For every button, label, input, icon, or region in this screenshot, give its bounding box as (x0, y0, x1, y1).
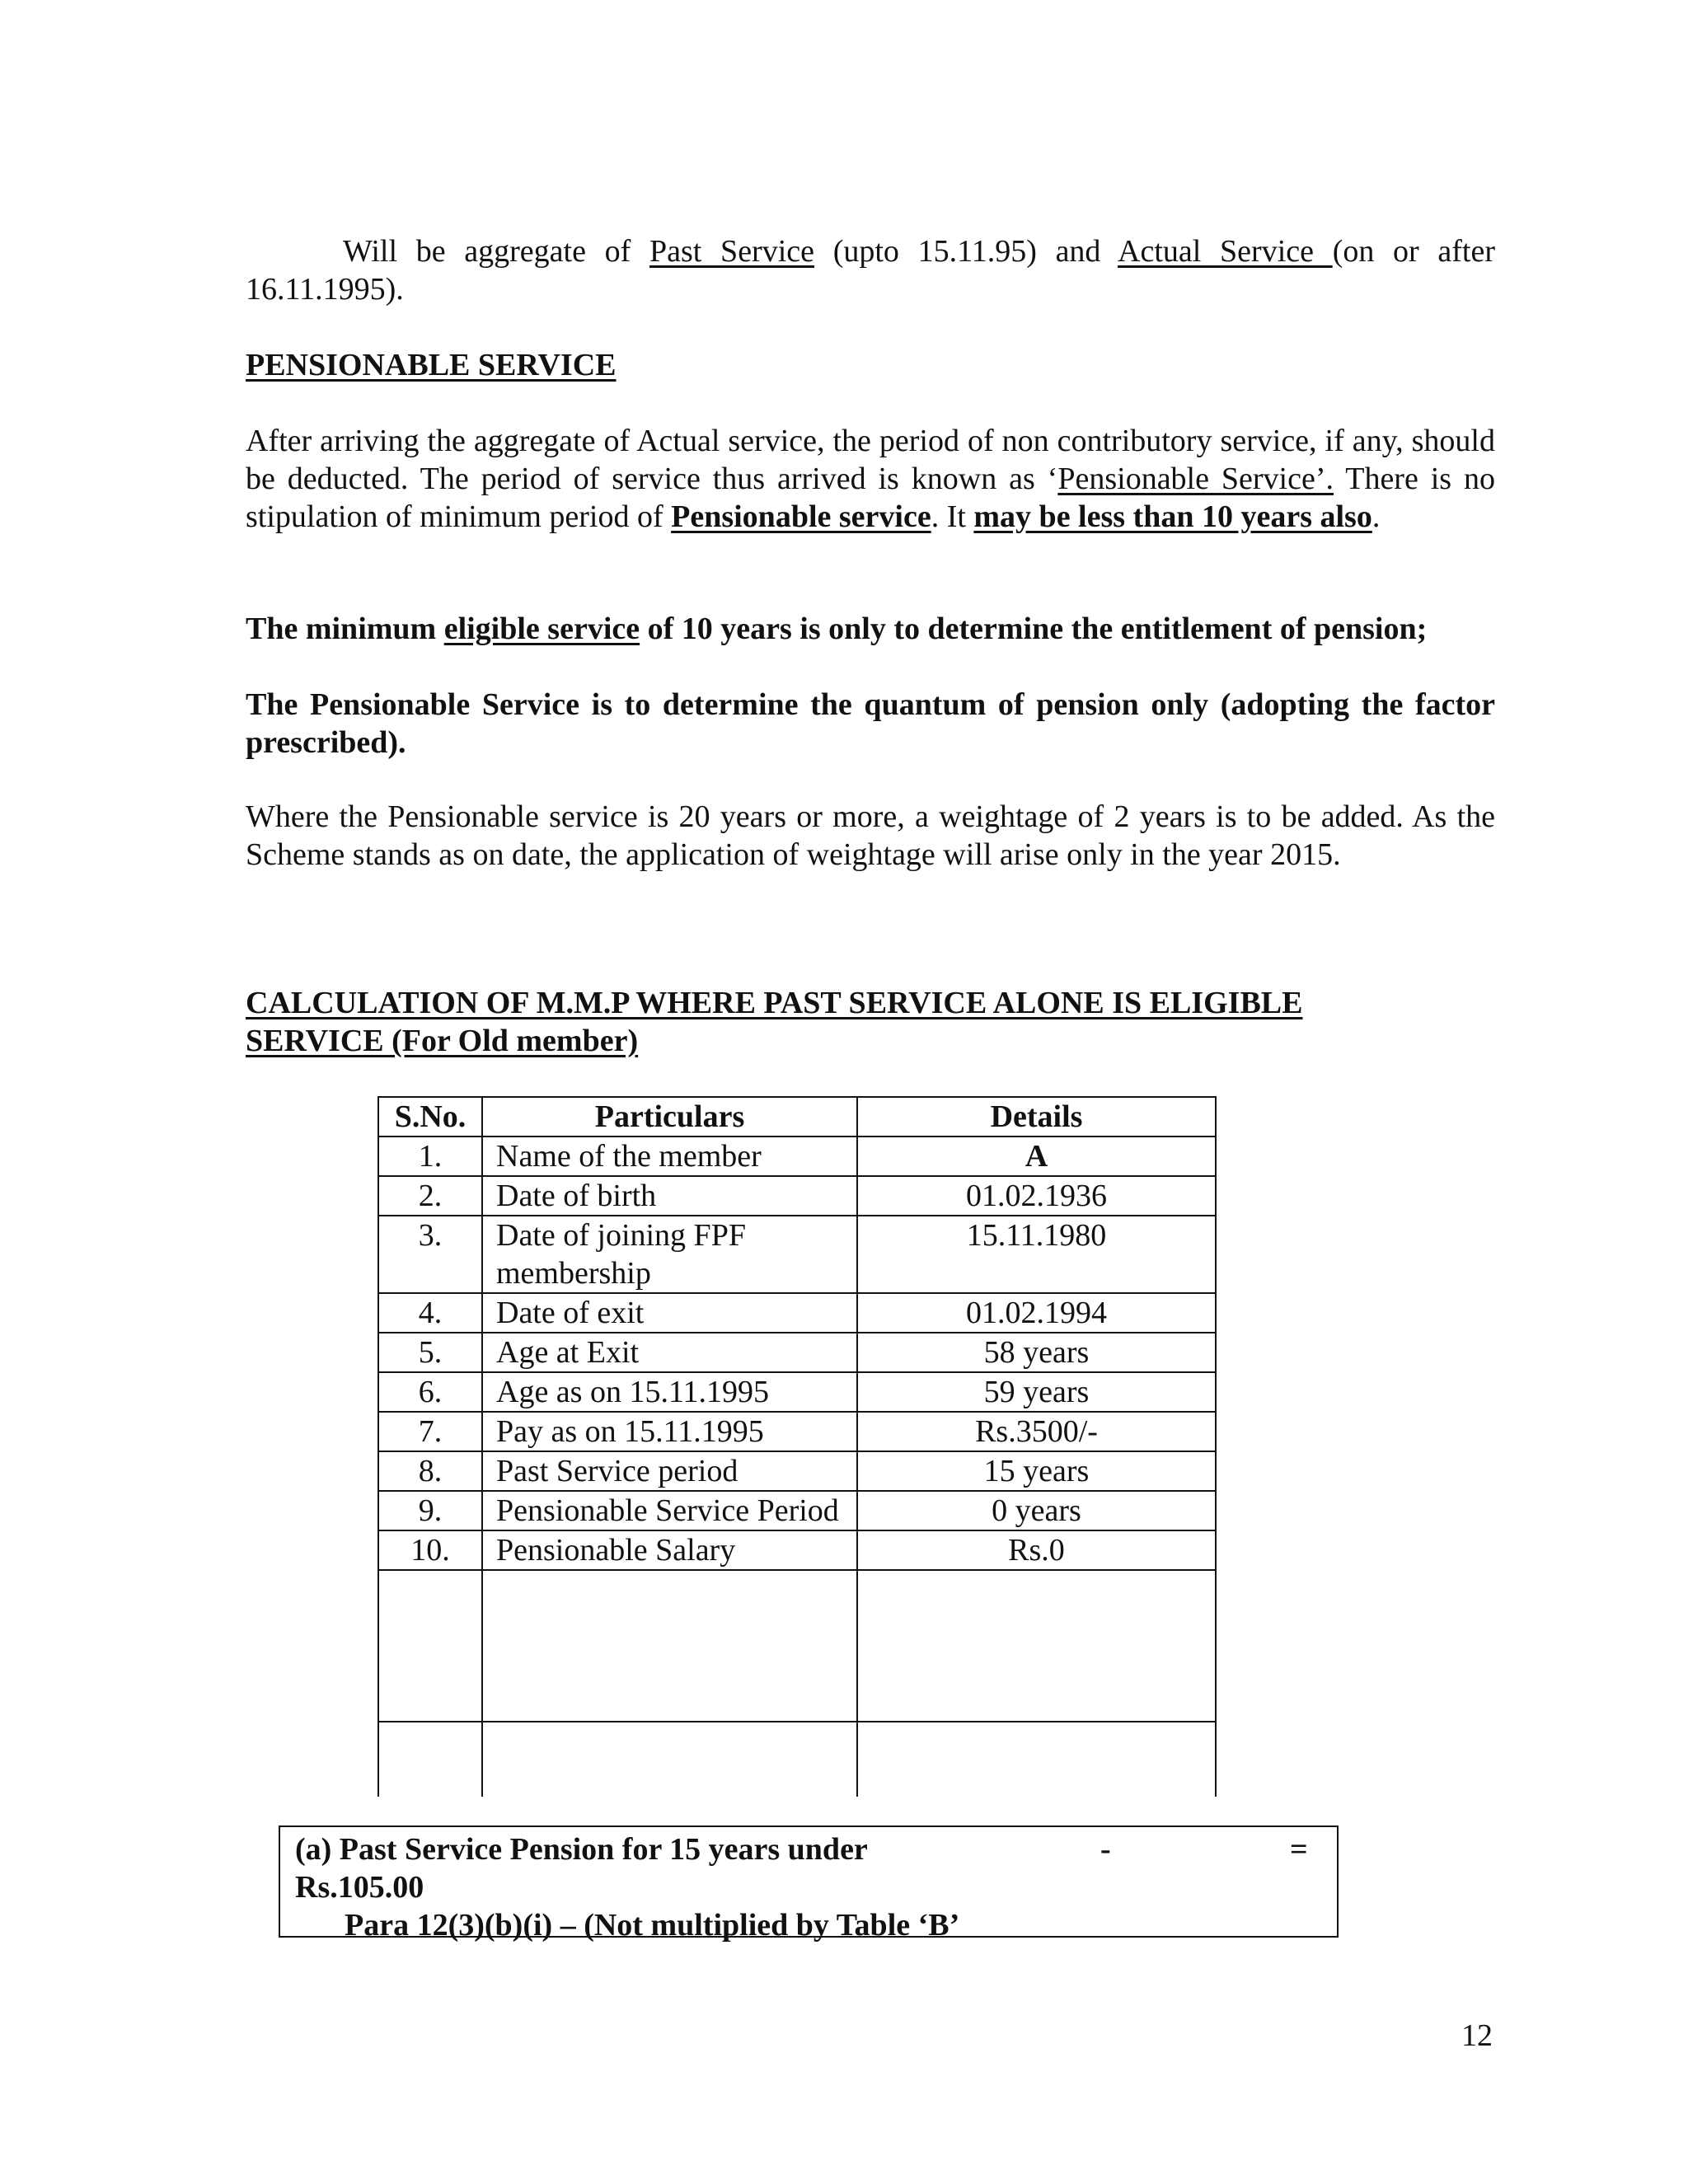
row-sno: 8. (378, 1451, 482, 1491)
header-particulars: Particulars (482, 1097, 857, 1137)
header-sno: S.No. (378, 1097, 482, 1137)
less-than-10-years: may be less than 10 years also (973, 499, 1372, 534)
row-detail: 01.02.1994 (857, 1293, 1216, 1333)
pension-para-reference: Para 12(3)(b)(i) – (Not multiplied by Table ‘B’ (345, 1908, 960, 1943)
pensionable-service-bold: Pensionable service (671, 499, 931, 534)
eligible-service-term: eligible service (443, 612, 640, 646)
table-row (378, 1137, 1216, 1176)
row-detail: 58 years (857, 1333, 1216, 1372)
intro-text-1: Will be aggregate of (343, 234, 650, 269)
eligible-service-statement (246, 610, 1495, 648)
table-row (378, 1293, 1216, 1333)
row-detail: 15 years (857, 1451, 1216, 1491)
row-particular: Pensionable Service Period (482, 1491, 857, 1530)
page-number: 12 (1461, 2018, 1493, 2053)
row-sno: 5. (378, 1333, 482, 1372)
actual-service-term: Actual Service (1118, 234, 1333, 269)
table-header-row (378, 1097, 1216, 1137)
pensionable-service-term: Pensionable Service’. (1057, 462, 1334, 496)
para2-text-2: of 10 years is only to determine the entitlement of pension; (640, 612, 1428, 646)
para1-text-1: After arriving the aggregate of Actual service, the period of non contributory service, if any, should be deducted. The period of service thus arrived is known as ‘ (246, 424, 1495, 496)
row-particular: Date of birth (482, 1176, 857, 1216)
row-sno: 2. (378, 1176, 482, 1216)
row-particular: Pensionable Salary (482, 1530, 857, 1570)
member-details-table (377, 1096, 1217, 1797)
para1-text-4: . (1372, 499, 1381, 534)
table-row (378, 1491, 1216, 1530)
row-sno: 7. (378, 1412, 482, 1451)
row-detail: A (857, 1137, 1216, 1176)
row-sno: 4. (378, 1293, 482, 1333)
pension-amount: Rs.105.00 (295, 1870, 424, 1905)
row-sno: 9. (378, 1491, 482, 1530)
row-detail: 15.11.1980 (857, 1216, 1216, 1293)
row-particular: Date of joining FPF membership (482, 1216, 857, 1293)
para1-text-3: . It (931, 499, 974, 534)
intro-paragraph (246, 232, 1495, 308)
row-sno: 1. (378, 1137, 482, 1176)
quantum-statement: The Pensionable Service is to determine the quantum of pension only (adopting the factor prescribed). (246, 687, 1495, 760)
row-particular: Past Service period (482, 1451, 857, 1491)
row-particular: Age at Exit (482, 1333, 857, 1372)
pensionable-service-heading: PENSIONABLE SERVICE (246, 348, 617, 382)
row-detail: Rs.3500/- (857, 1412, 1216, 1451)
row-particular: Age as on 15.11.1995 (482, 1372, 857, 1412)
row-detail: 01.02.1936 (857, 1176, 1216, 1216)
weightage-paragraph: Where the Pensionable service is 20 years or more, a weightage of 2 years is to be added. As the Scheme stands as on date, the application of weightage will arise only in the year 2015. (246, 799, 1495, 872)
table-row (378, 1451, 1216, 1491)
para1-text-2: There is no stipulation of minimum period of (246, 462, 1495, 534)
table-row (378, 1412, 1216, 1451)
past-service-term: Past Service (649, 234, 815, 269)
row-detail: Rs.0 (857, 1530, 1216, 1570)
table-row (378, 1176, 1216, 1216)
para2-text-1: The minimum (246, 612, 444, 646)
row-sno: 10. (378, 1530, 482, 1570)
calculation-heading: CALCULATION OF M.M.P WHERE PAST SERVICE ALONE IS ELIGIBLE SERVICE (For Old member) (246, 986, 1303, 1058)
intro-text-2: (upto 15.11.95) and (814, 234, 1118, 269)
table-row (378, 1216, 1216, 1293)
row-particular: Date of exit (482, 1293, 857, 1333)
pension-equals: = (1290, 1832, 1308, 1867)
intro-text-3: (on or after 16.11.1995). (246, 234, 1495, 307)
table-row (378, 1530, 1216, 1570)
table-row (378, 1333, 1216, 1372)
past-service-pension-box (279, 1825, 1339, 1943)
row-detail: 59 years (857, 1372, 1216, 1412)
row-sno: 3. (378, 1216, 482, 1293)
row-sno: 6. (378, 1372, 482, 1412)
pension-line-1: (a) Past Service Pension for 15 years under (295, 1832, 868, 1867)
row-detail: 0 years (857, 1491, 1216, 1530)
pension-dash: - (1100, 1832, 1111, 1867)
row-particular: Name of the member (482, 1137, 857, 1176)
table-blank-row (378, 1570, 1216, 1722)
row-particular: Pay as on 15.11.1995 (482, 1412, 857, 1451)
table-row (378, 1372, 1216, 1412)
header-details: Details (857, 1097, 1216, 1137)
pensionable-paragraph (246, 422, 1495, 536)
table-blank-row (378, 1722, 1216, 1797)
